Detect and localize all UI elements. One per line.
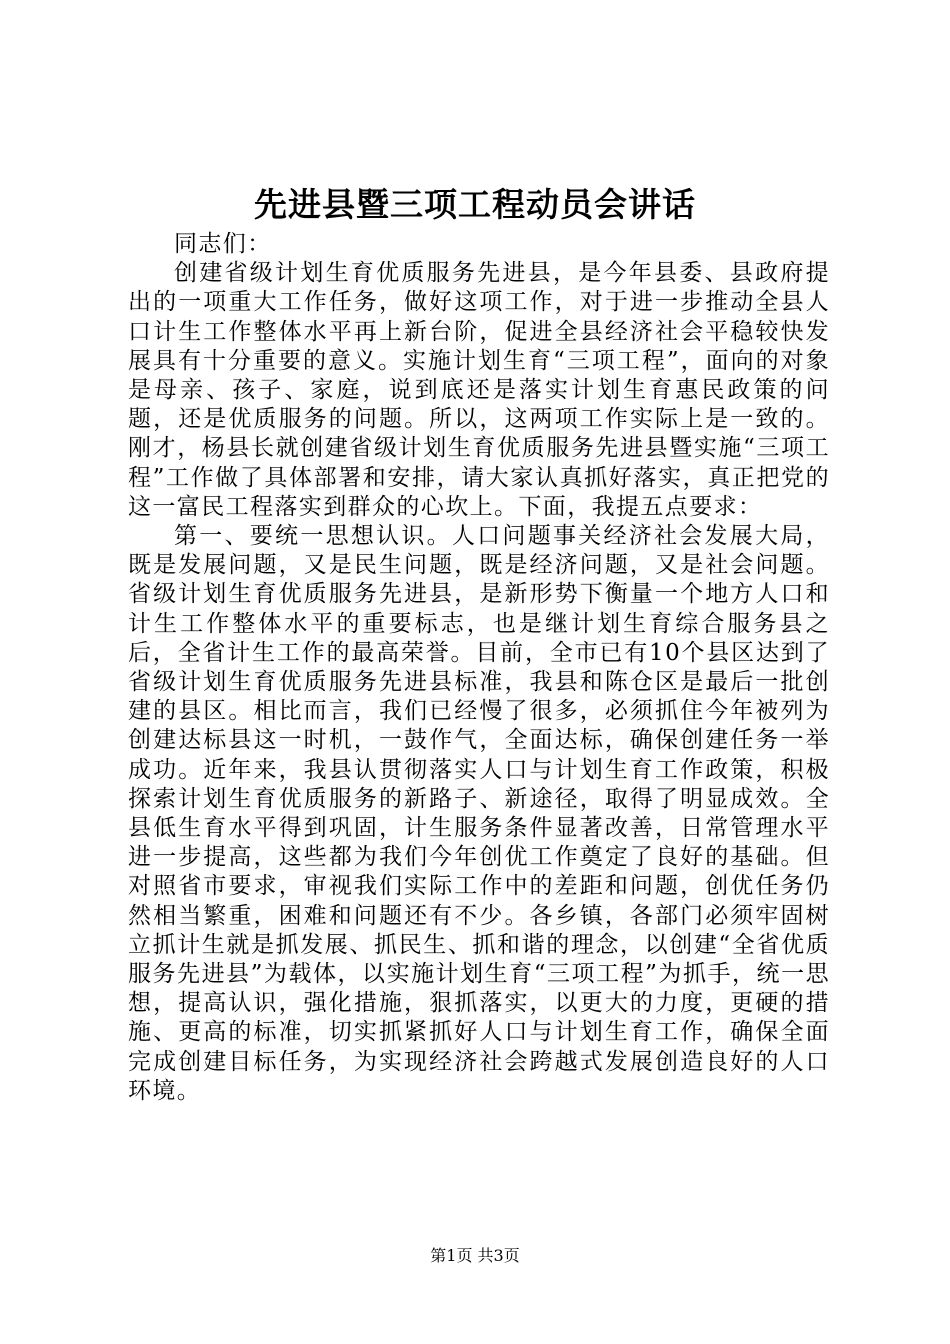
document-title: 先进县暨三项工程动员会讲话: [254, 185, 696, 224]
paragraph-intro: 创建省级计划生育优质服务先进县，是今年县委、县政府提出的一项重大工作任务，做好这项工作，对于进一步推动全县人口计生工作整体水平再上新台阶，促进全县经济社会平稳较快发展具有十分重要的意义。实施计划生育“三项工程”，面向的对象是母亲、孩子、家庭，说到底还是落实计划生育惠民政策的问题，还是优质服务的问题。所以，这两项工作实际上是一致的。刚才，杨县长就创建省级计划生育优质服务先进县暨实施“三项工程”工作做了具体部署和安排，请大家认真抓好落实，真正把党的这一富民工程落实到群众的心坎上。下面，我提五点要求：: [128, 260, 830, 520]
paragraph-first-requirement: 第一、要统一思想认识。人口问题事关经济社会发展大局，既是发展问题，又是民生问题，既是经济问题，又是社会问题。省级计划生育优质服务先进县，是新形势下衡量一个地方人口和计生工作整体水平的重要标志，也是继计划生育综合服务县之后，全省计生工作的最高荣誉。目前，全市已有10个县区达到了省级计划生育优质服务先进县标准，我县和陈仓区是最后一批创建的县区。相比而言，我们已经慢了很多，必须抓住今年被列为创建达标县这一时机，一鼓作气，全面达标，确保创建任务一举成功。近年来，我县认贯彻落实人口与计划生育工作政策，积极探索计划生育优质服务的新路子、新途径，取得了明显成效。全县低生育水平得到巩固，计生服务条件显著改善，日常管理水平进一步提高，这些都为我们今年创优工作奠定了良好的基础。但对照省市要求，审视我们实际工作中的差距和问题，创优任务仍然相当繁重，困难和问题还有不少。各乡镇，各部门必须牢固树立抓计生就是抓发展、抓民生、抓和谐的理念，以创建“全省优质服务先进县”为载体，以实施计划生育“三项工程”为抓手，统一思想，提高认识，强化措施，狠抓落实，以更大的力度，更硬的措施、更高的标准，切实抓紧抓好人口与计划生育工作，确保全面完成创建目标任务，为实现经济社会跨越式发展创造良好的人口环境。: [128, 523, 830, 1104]
document-body: [128, 230, 830, 1106]
salutation: 同志们：: [174, 231, 272, 257]
page-number-footer: 第1页 共3页: [430, 1246, 520, 1265]
